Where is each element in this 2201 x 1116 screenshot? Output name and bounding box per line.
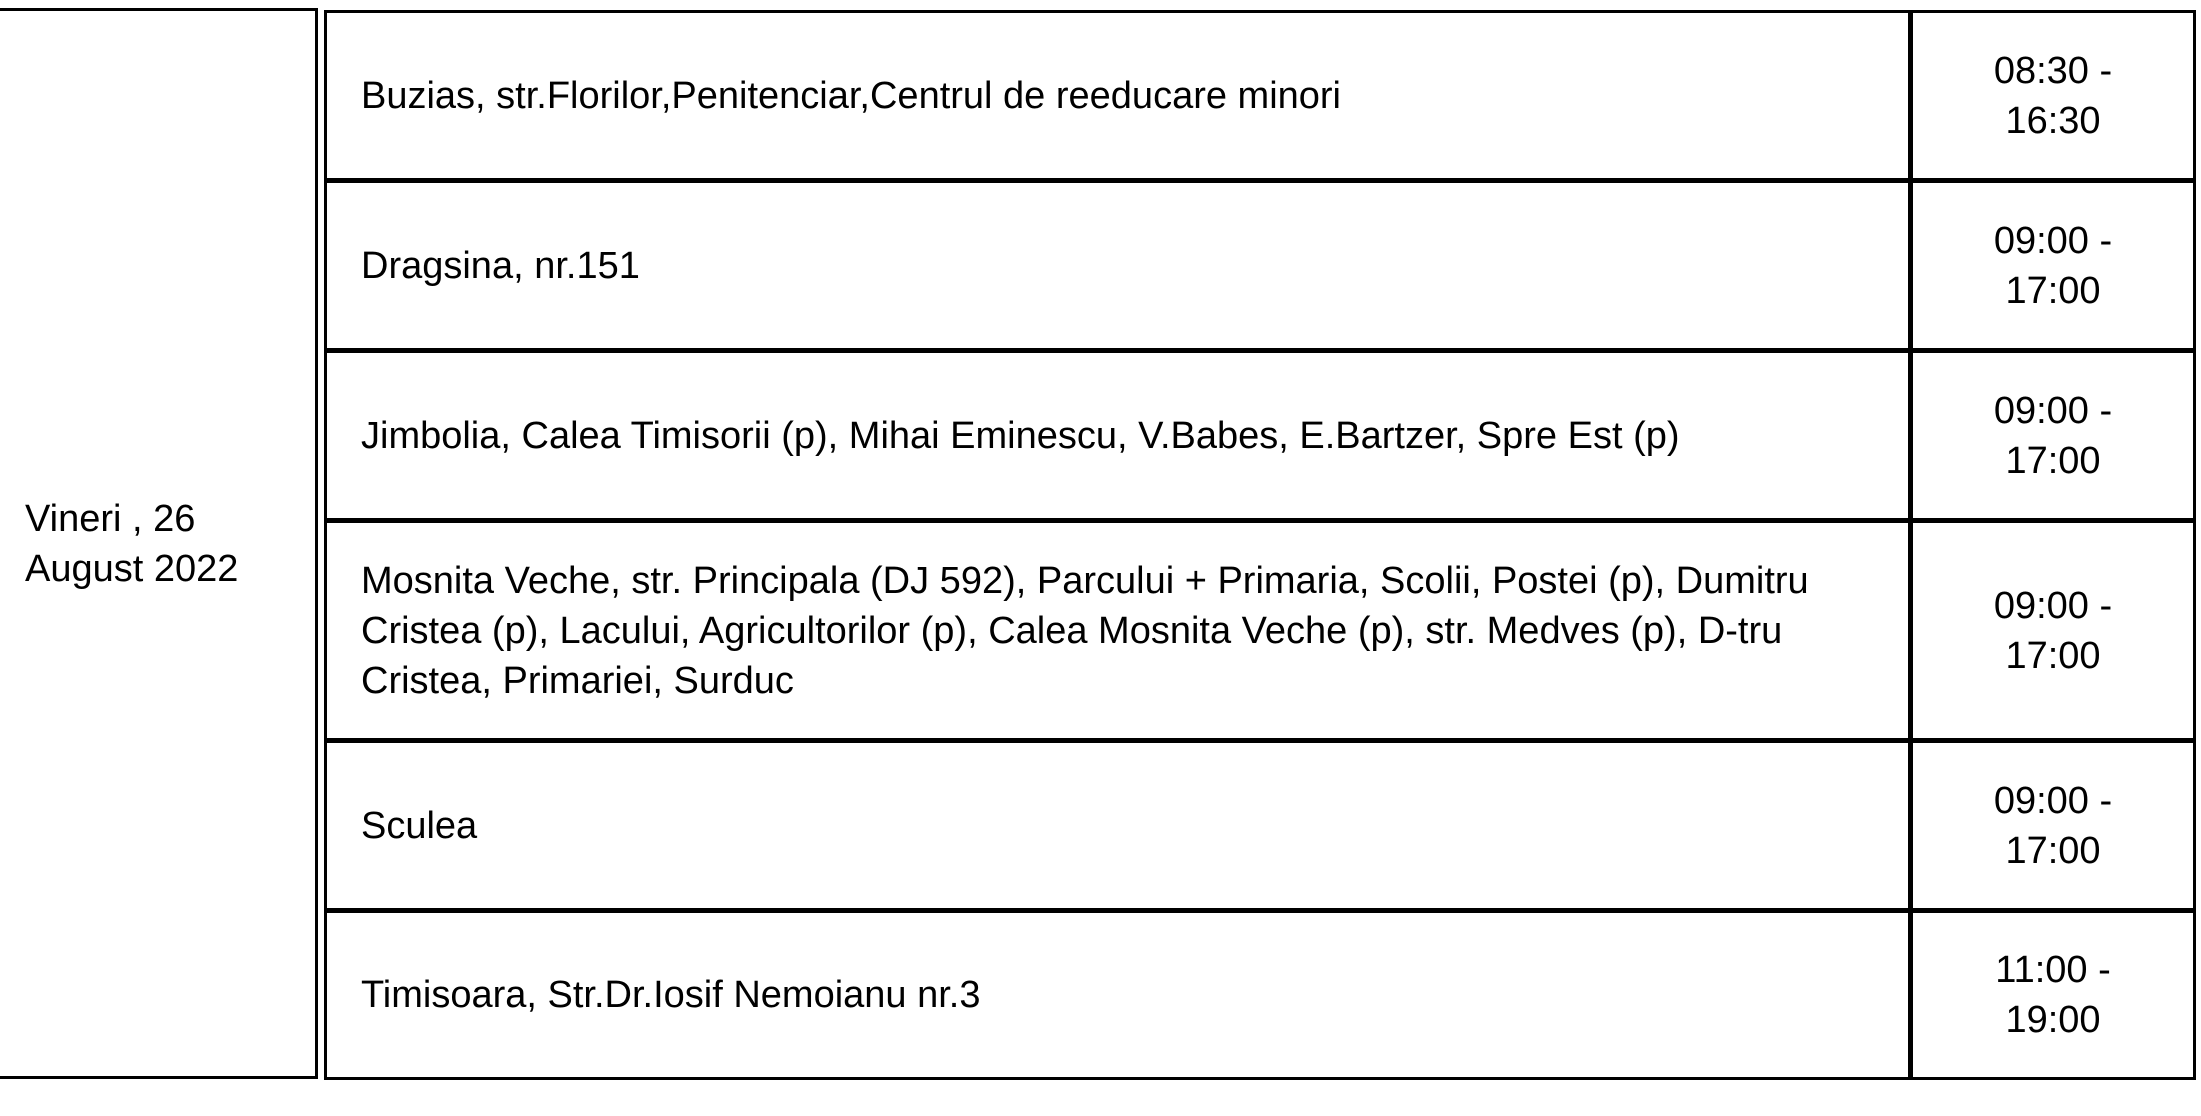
table-row	[327, 523, 2193, 743]
location-cell: Mosnita Veche, str. Principala (DJ 592), Parcului + Primaria, Scolii, Postei (p), Dumitru Cristea (p), Lacului, Agricultorilor (p), Calea Mosnita Veche (p), str. Medves (p), D-tru Cristea, Primariei, Surduc	[327, 523, 1913, 738]
date-label: Vineri , 26 August 2022	[25, 497, 239, 590]
table-row	[327, 353, 2193, 523]
table-row	[327, 913, 2193, 1077]
location-cell: Jimbolia, Calea Timisorii (p), Mihai Eminescu, V.Babes, E.Bartzer, Spre Est (p)	[327, 353, 1913, 518]
time-cell: 09:00 - 17:00	[1993, 779, 2113, 872]
table-row	[327, 183, 2193, 353]
location-cell: Timisoara, Str.Dr.Iosif Nemoianu nr.3	[327, 913, 1913, 1077]
time-cell: 09:00 - 17:00	[1993, 389, 2113, 482]
time-cell: 09:00 - 17:00	[1993, 219, 2113, 312]
location-cell: Sculea	[327, 743, 1913, 908]
table-row	[327, 13, 2193, 183]
schedule-table	[324, 10, 2196, 1080]
location-cell: Buzias, str.Florilor,Penitenciar,Centrul de reeducare minori	[327, 13, 1913, 178]
time-cell: 09:00 - 17:00	[1993, 584, 2113, 677]
date-cell	[0, 8, 318, 1079]
location-cell: Dragsina, nr.151	[327, 183, 1913, 348]
table-row	[327, 743, 2193, 913]
time-cell: 11:00 - 19:00	[1995, 949, 2111, 1041]
time-cell: 08:30 - 16:30	[1993, 49, 2113, 142]
